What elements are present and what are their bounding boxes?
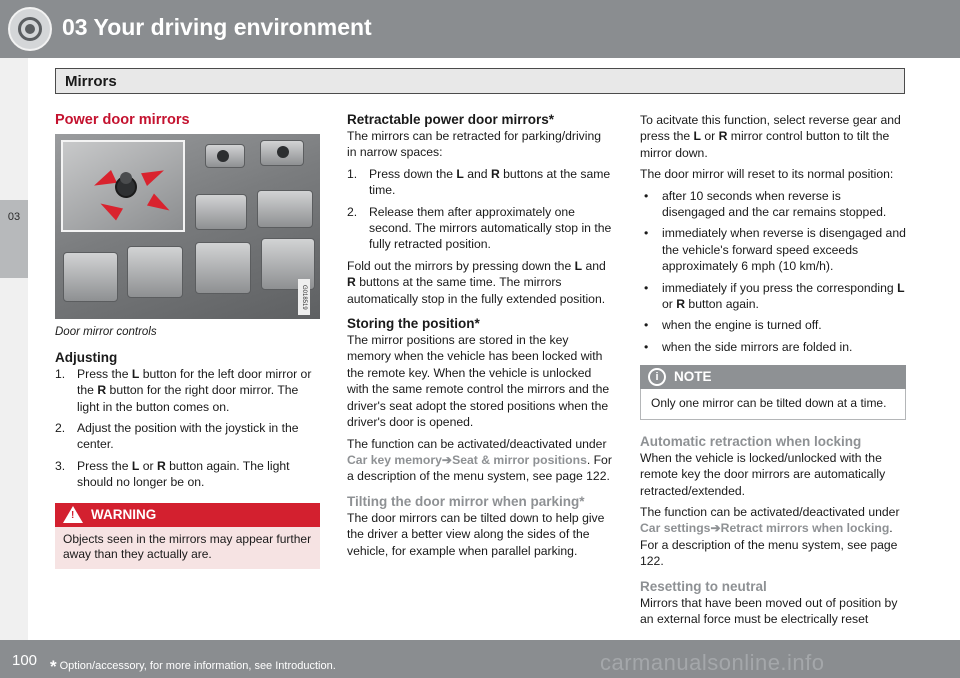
joystick-inset [61, 140, 185, 232]
page-footer [0, 640, 960, 678]
automatic-retraction-text: When the vehicle is locked/unlocked with the remote key the door mirrors are automatically retracted/extended. [640, 450, 886, 498]
warning-header: ! WARNING [55, 503, 320, 527]
column-3 [640, 112, 906, 627]
warning-box [55, 503, 320, 569]
note-box [640, 365, 906, 419]
warning-title: WARNING [91, 506, 157, 522]
storing-heading: Storing the position* [347, 316, 480, 332]
column-1 [55, 112, 320, 569]
list-item: • immediately if you press the corresponding L or R button again. [640, 280, 906, 313]
chapter-tab-number: 03 [7, 211, 21, 223]
section-bar [55, 68, 905, 94]
tilting-heading: Tilting the door mirror when parking* [347, 493, 585, 509]
storing-text: The mirror positions are stored in the key memory when the vehicle has been locked with the remote key. When the vehicle is unlocked with the same remote control the mirrors and the driver's seat adopt the stored positions when the driver's door is opened. [347, 333, 610, 430]
watermark: carmanualsonline.info [600, 650, 825, 675]
retractable-mirrors-heading: Retractable power door mirrors* [347, 112, 555, 127]
list-item: 2. Release them after approximately one second. The mirrors automatically stop in the fully retracted position. [347, 204, 612, 252]
storing-activate-text: The function can be activated/deactivated under Car key memory➔Seat & mirror positions. For a description of the menu system, see page 122. [347, 436, 612, 484]
note-text: Only one mirror can be tilted down at a time. [640, 389, 906, 419]
list-item: • when the engine is turned off. [640, 317, 906, 333]
retract-intro: The mirrors can be retracted for parking/driving in narrow spaces: [347, 129, 602, 160]
list-item: • when the side mirrors are folded in. [640, 339, 906, 355]
list-item: 1. Press the L button for the left door mirror or the R button for the right door mirror. The light in the button comes on. [55, 366, 312, 414]
tilting-text: The door mirrors can be tilted down to help give the driver a better view along the sides of the vehicle, for example when parallel parking. [347, 510, 605, 558]
note-header [640, 365, 906, 389]
arrow-right-icon: ➔ [441, 452, 453, 467]
resetting-neutral-heading: Resetting to neutral [640, 578, 767, 594]
note-title: NOTE [674, 369, 712, 385]
retract-steps [347, 166, 612, 253]
section-title: Mirrors [65, 73, 117, 90]
footnote: * Option/accessory, for more information, see Introduction. [50, 657, 336, 676]
arrow-icon [91, 170, 117, 192]
figure-code: G018519 [298, 279, 310, 315]
fold-out-text: Fold out the mirrors by pressing down the L and R buttons at the same time. The mirrors automatically stop in the fully extended position. [347, 258, 606, 306]
adjusting-heading: Adjusting [55, 349, 118, 365]
list-item: 3. Press the L or R button again. The light should no longer be on. [55, 458, 290, 490]
arrow-icon [141, 164, 167, 186]
reset-intro: The door mirror will reset to its normal position: [640, 167, 894, 182]
automatic-retraction-heading: Automatic retraction when locking [640, 433, 862, 449]
arrow-right-icon: ➔ [710, 521, 721, 536]
list-item: • after 10 seconds when reverse is disengaged and the car remains stopped. [640, 188, 906, 221]
warning-text: Objects seen in the mirrors may appear further away than they actually are. [55, 527, 320, 569]
figure-caption: Door mirror controls [55, 326, 157, 339]
arrow-icon [147, 194, 173, 217]
reset-bullets [640, 188, 906, 356]
column-2 [347, 112, 612, 559]
list-item: • immediately when reverse is disengaged and the vehicle's forward speed exceeds approximately 6 mph (10 km/h). [640, 225, 906, 274]
arrow-icon [97, 198, 123, 221]
power-door-mirrors-heading: Power door mirrors [55, 112, 190, 128]
info-icon: i [648, 368, 666, 386]
adjusting-steps [55, 366, 320, 491]
chapter-strip [0, 58, 28, 640]
door-mirror-controls-figure [55, 134, 320, 319]
list-item: 1. Press down the L and R buttons at the same time. [347, 166, 611, 198]
list-item: 2. Adjust the position with the joystick in the center. [55, 421, 299, 452]
resetting-neutral-text: Mirrors that have been moved out of position by an external force must be electrically reset [640, 595, 898, 626]
chapter-title: 03 Your driving environment [62, 14, 372, 40]
automatic-activate-text: The function can be activated/deactivated under Car settings➔Retract mirrors when locking. For a description of the menu system, see page 122. [640, 504, 900, 569]
tilt-activate-text: To acitvate this function, select reverse gear and press the L or R mirror control button to tilt the mirror down. [640, 113, 901, 160]
steering-wheel-icon [8, 7, 52, 51]
page-number: 100 [12, 652, 38, 669]
chapter-header [0, 0, 960, 58]
